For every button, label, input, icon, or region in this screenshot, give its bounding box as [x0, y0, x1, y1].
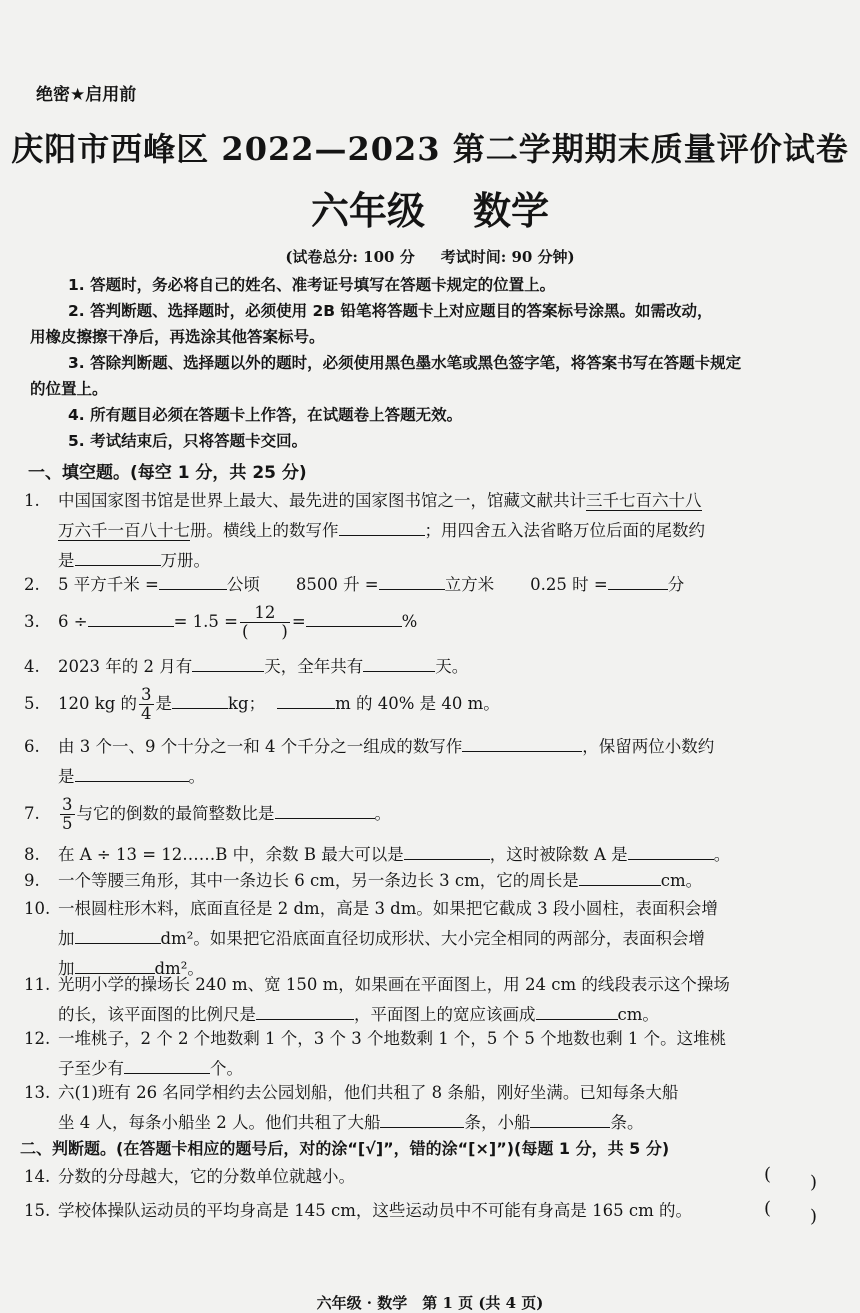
question-number: 11.: [24, 975, 51, 994]
question-5: [24, 686, 824, 723]
fraction-denominator: 5: [62, 814, 73, 833]
answer-blank[interactable]: [75, 925, 161, 944]
question-text: 在 A ÷ 13 = 12……B 中，余数 B 最大可以是: [58, 845, 404, 864]
answer-blank[interactable]: [88, 608, 174, 627]
question-3: [24, 604, 824, 641]
answer-blank[interactable]: [339, 517, 425, 536]
question-1: [24, 486, 824, 576]
question-6: [24, 732, 824, 792]
question-text: 分: [667, 575, 685, 594]
question-number: 7.: [24, 804, 40, 823]
question-text: ，这时被除数 A 是: [489, 845, 628, 864]
question-15: [24, 1196, 824, 1226]
question-text: 分数的分母越大，它的分数单位就越小。: [58, 1167, 355, 1186]
question-text: dm²。如果把它沿底面直径切成形状、大小完全相同的两部分，表面积会增: [160, 929, 705, 948]
answer-blank[interactable]: [363, 653, 435, 672]
question-text: = 1.5 =: [173, 612, 238, 631]
question-number: 3.: [24, 612, 40, 631]
fraction-denominator: ( ): [241, 622, 288, 641]
answer-blank[interactable]: [277, 690, 335, 709]
question-11: [24, 970, 824, 1030]
page-footer: 六年级 · 数学 第 1 页 (共 4 页): [316, 1294, 544, 1312]
section-fill-in-heading: 一、填空题。(每空 1 分，共 25 分): [28, 463, 307, 483]
notice-3-cont: 的位置上。: [30, 380, 108, 398]
question-text: 中国国家图书馆是世界上最大、最先进的国家图书馆之一，馆藏文献共计: [58, 491, 586, 510]
question-text: ，保留两位小数约: [582, 737, 715, 756]
answer-blank[interactable]: [608, 571, 668, 590]
question-number: 8.: [24, 845, 40, 864]
question-number: 13.: [24, 1083, 51, 1102]
question-text: 120 kg 的: [58, 694, 138, 713]
question-number: 4.: [24, 657, 40, 676]
notice-3: 3. 答除判断题、选择题以外的题时，必须使用黑色墨水笔或黑色签字笔，将答案书写在答题卡规定: [68, 354, 742, 372]
question-text: kg；: [228, 694, 266, 713]
question-text: 一个等腰三角形，其中一条边长 6 cm，另一条边长 3 cm，它的周长是: [58, 871, 579, 890]
question-text: 条，小船: [464, 1113, 531, 1132]
question-text: 立方米: [444, 575, 495, 594]
question-text: 个。: [210, 1059, 243, 1078]
answer-blank[interactable]: [530, 1109, 610, 1128]
answer-blank[interactable]: [256, 1001, 354, 1020]
question-text: 万册。: [160, 551, 210, 570]
question-text: ，平面图上的宽应该画成: [354, 1005, 536, 1024]
notice-1: 1. 答题时，务必将自己的姓名、准考证号填写在答题卡规定的位置上。: [68, 276, 556, 294]
question-text: ；用四舍五入法省略万位后面的尾数约: [424, 521, 705, 540]
question-text: 。: [713, 845, 731, 864]
answer-blank[interactable]: [75, 763, 189, 782]
underlined-number: 万六千一百八十七: [58, 521, 190, 540]
question-text: 的长，该平面图的比例尺是: [58, 1005, 256, 1024]
question-text: 子至少有: [58, 1059, 124, 1078]
answer-blank[interactable]: [75, 547, 161, 566]
answer-blank[interactable]: [192, 653, 264, 672]
question-text: 是: [155, 694, 173, 713]
answer-blank[interactable]: [275, 800, 375, 819]
question-14: [24, 1162, 824, 1192]
question-number: 10.: [24, 899, 51, 918]
question-text: 6 ÷: [58, 612, 88, 631]
fraction: [139, 686, 154, 723]
answer-blank[interactable]: [536, 1001, 618, 1020]
answer-blank[interactable]: [404, 841, 490, 860]
question-text: 条。: [610, 1113, 644, 1132]
question-text: 一根圆柱形木料，底面直径是 2 dm，高是 3 dm。如果把它截成 3 段小圆柱，表面积会增: [58, 899, 718, 918]
fraction-numerator: 3: [62, 795, 73, 814]
fraction-numerator: 3: [141, 685, 152, 704]
answer-blank[interactable]: [380, 1109, 464, 1128]
question-text: 天。: [435, 657, 469, 676]
question-text: 加: [58, 929, 75, 948]
answer-blank[interactable]: [628, 841, 714, 860]
confidential-label: 绝密★启用前: [36, 85, 137, 105]
grade-label: 六年级: [310, 189, 425, 233]
answer-blank[interactable]: [172, 690, 228, 709]
question-text: 0.25 时 =: [530, 575, 608, 594]
question-text: 与它的倒数的最简整数比是: [76, 804, 275, 823]
answer-paren-open: (: [764, 1198, 772, 1219]
question-text: 2023 年的 2 月有: [58, 657, 193, 676]
subject-label: 数学: [473, 189, 550, 233]
question-number: 1.: [24, 491, 40, 510]
question-number: 14.: [24, 1167, 51, 1186]
exam-meta: [0, 246, 860, 267]
answer-paren-open: (: [764, 1164, 772, 1185]
question-text: 册。横线上的数写作: [190, 521, 339, 540]
underlined-number: 三千七百六十八: [586, 491, 702, 510]
question-text: dm²。: [154, 959, 204, 978]
question-number: 5.: [24, 694, 40, 713]
answer-blank[interactable]: [462, 733, 582, 752]
question-text: 一堆桃子，2 个 2 个地数剩 1 个，3 个 3 个地数剩 1 个，5 个 5 个地数也剩 1 个。这堆桃: [58, 1029, 727, 1048]
question-13: [24, 1078, 824, 1138]
question-text: 六(1)班有 26 名同学相约去公园划船，他们共租了 8 条船，刚好坐满。已知每条大船: [58, 1083, 679, 1102]
section-judgement-heading: 二、判断题。(在答题卡相应的题号后，对的涂“[√]”，错的涂“[×]”)(每题 1 分，共 5 分): [20, 1139, 670, 1158]
fraction-denominator: 4: [141, 704, 152, 723]
question-number: 9.: [24, 871, 40, 890]
answer-blank[interactable]: [159, 571, 227, 590]
fraction: [240, 604, 290, 641]
question-2: [24, 570, 824, 600]
total-score: (试卷总分: 100 分: [285, 248, 415, 266]
exam-subtitle: [0, 180, 860, 235]
question-text: 是: [58, 551, 75, 570]
question-number: 12.: [24, 1029, 51, 1048]
exam-time: 考试时间: 90 分钟): [440, 248, 575, 266]
question-text: 8500 升 =: [295, 575, 379, 594]
question-text: cm。: [617, 1005, 659, 1024]
question-12: [24, 1024, 824, 1084]
exam-title: 庆阳市西峰区 2022—2023 第二学期期末质量评价试卷: [11, 130, 849, 168]
question-text: 光明小学的操场长 240 m、宽 150 m，如果画在平面图上，用 24 cm 的线段表示这个操场: [58, 975, 730, 994]
question-text: =: [291, 612, 306, 631]
fraction-numerator: 12: [240, 604, 290, 623]
question-text: 坐 4 人，每条小船坐 2 人。他们共租了大船: [58, 1113, 381, 1132]
answer-paren-close: ): [810, 1206, 818, 1227]
notice-2-cont: 用橡皮擦擦干净后，再选涂其他答案标号。: [30, 328, 325, 346]
question-text: 。: [374, 804, 391, 823]
notice-4: 4. 所有题目必须在答题卡上作答，在试题卷上答题无效。: [68, 406, 463, 424]
question-number: 15.: [24, 1201, 51, 1220]
question-text: 学校体操队运动员的平均身高是 145 cm，这些运动员中不可能有身高是 165 cm 的。: [58, 1201, 692, 1220]
answer-blank[interactable]: [306, 608, 402, 627]
question-4: [24, 652, 824, 682]
question-text: 5 平方千米 =: [58, 575, 159, 594]
fraction: [60, 796, 75, 833]
answer-paren-close: ): [810, 1172, 818, 1193]
notice-5: 5. 考试结束后，只将答题卡交回。: [68, 432, 308, 450]
question-text: cm。: [660, 871, 703, 890]
notice-2: 2. 答判断题、选择题时，必须使用 2B 铅笔将答题卡上对应题目的答案标号涂黑。如需改动，: [68, 302, 713, 320]
answer-blank[interactable]: [124, 1055, 210, 1074]
question-text: %: [401, 612, 418, 631]
question-text: m 的 40% 是 40 m。: [335, 694, 500, 713]
question-number: 6.: [24, 737, 40, 756]
question-text: 公顷: [226, 575, 260, 594]
question-7: [24, 796, 824, 833]
answer-blank[interactable]: [379, 571, 445, 590]
question-text: 天，全年共有: [264, 657, 364, 676]
question-text: 是: [58, 767, 75, 786]
question-text: 由 3 个一、9 个十分之一和 4 个千分之一组成的数写作: [58, 737, 463, 756]
answer-blank[interactable]: [579, 867, 661, 886]
question-9: [24, 866, 824, 896]
question-text: 加: [58, 959, 75, 978]
question-number: 2.: [24, 575, 40, 594]
question-text: 。: [188, 767, 205, 786]
